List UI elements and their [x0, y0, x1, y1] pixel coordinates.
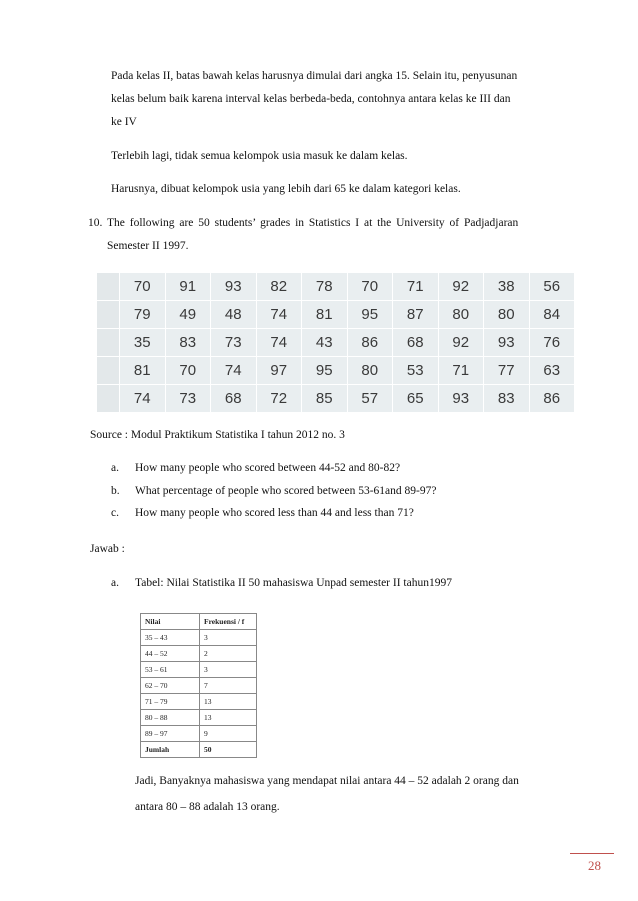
row-spacer [97, 301, 120, 329]
grade-cell: 63 [529, 357, 575, 385]
column-header: Frekuensi / f [200, 614, 257, 630]
class-interval-cell: 44 – 52 [141, 646, 200, 662]
grades-row [97, 273, 575, 301]
page-number-rule [570, 853, 614, 854]
class-interval-cell: 53 – 61 [141, 662, 200, 678]
grade-cell: 85 [302, 385, 348, 413]
frequency-row [141, 662, 257, 678]
frequency-row [141, 694, 257, 710]
total-value: 50 [200, 742, 257, 758]
column-header: Nilai [141, 614, 200, 630]
paragraph: Terlebih lagi, tidak semua kelompok usia masuk ke dalam kelas. [111, 150, 408, 162]
paragraph-line: kelas belum baik karena interval kelas berbeda-beda, contohnya antara kelas ke III dan [111, 93, 511, 105]
grades-row [97, 329, 575, 357]
answer-heading: Jawab : [90, 543, 125, 555]
grade-cell: 74 [120, 385, 166, 413]
frequency-cell: 13 [200, 694, 257, 710]
grade-cell: 95 [302, 357, 348, 385]
grade-cell: 57 [347, 385, 393, 413]
grade-cell: 53 [393, 357, 439, 385]
grade-cell: 74 [256, 301, 302, 329]
frequency-row [141, 630, 257, 646]
grade-cell: 43 [302, 329, 348, 357]
grade-cell: 65 [393, 385, 439, 413]
page-number: 28 [588, 858, 601, 873]
source-note: Source : Modul Praktikum Statistika I tahun 2012 no. 3 [90, 429, 345, 441]
grade-cell: 74 [211, 357, 257, 385]
grade-cell: 87 [393, 301, 439, 329]
grade-cell: 78 [302, 273, 348, 301]
subquestion-text: What percentage of people who scored between 53-61and 89-97? [135, 485, 437, 497]
grade-cell: 82 [256, 273, 302, 301]
frequency-row [141, 678, 257, 694]
grade-cell: 93 [438, 385, 484, 413]
subquestion-letter: b. [111, 485, 120, 497]
grade-cell: 73 [211, 329, 257, 357]
frequency-cell: 9 [200, 726, 257, 742]
total-row [141, 742, 257, 758]
class-interval-cell: 35 – 43 [141, 630, 200, 646]
grade-cell: 93 [484, 329, 530, 357]
class-interval-cell: 71 – 79 [141, 694, 200, 710]
subquestion-text: How many people who scored between 44-52 and 80-82? [135, 462, 401, 474]
table-caption: Tabel: Nilai Statistika II 50 mahasiswa Unpad semester II tahun1997 [135, 577, 452, 589]
grade-cell: 92 [438, 329, 484, 357]
grade-cell: 92 [438, 273, 484, 301]
grade-cell: 38 [484, 273, 530, 301]
grade-cell: 80 [438, 301, 484, 329]
subquestion-text: How many people who scored less than 44 and less than 71? [135, 507, 414, 519]
grade-cell: 68 [393, 329, 439, 357]
grade-cell: 93 [211, 273, 257, 301]
grade-cell: 71 [393, 273, 439, 301]
grade-cell: 70 [120, 273, 166, 301]
grade-cell: 68 [211, 385, 257, 413]
grade-cell: 86 [347, 329, 393, 357]
frequency-cell: 3 [200, 662, 257, 678]
subquestion-letter: a. [111, 462, 119, 474]
grades-row [97, 301, 575, 329]
grades-table [97, 273, 575, 413]
row-spacer [97, 385, 120, 413]
row-spacer [97, 357, 120, 385]
grade-cell: 49 [165, 301, 211, 329]
grade-cell: 91 [165, 273, 211, 301]
grade-cell: 70 [165, 357, 211, 385]
row-spacer [97, 329, 120, 357]
paragraph: Harusnya, dibuat kelompok usia yang lebih dari 65 ke dalam kategori kelas. [111, 183, 461, 195]
subquestion-letter: c. [111, 507, 119, 519]
frequency-row [141, 726, 257, 742]
frequency-row [141, 710, 257, 726]
grade-cell: 79 [120, 301, 166, 329]
frequency-table [140, 613, 257, 758]
grade-cell: 81 [120, 357, 166, 385]
frequency-row [141, 646, 257, 662]
grades-row [97, 385, 575, 413]
grade-cell: 71 [438, 357, 484, 385]
grade-cell: 76 [529, 329, 575, 357]
class-interval-cell: 62 – 70 [141, 678, 200, 694]
grade-cell: 35 [120, 329, 166, 357]
conclusion-line: antara 80 – 88 adalah 13 orang. [135, 801, 280, 813]
paragraph-line: ke IV [111, 116, 137, 128]
frequency-cell: 7 [200, 678, 257, 694]
grade-cell: 48 [211, 301, 257, 329]
grade-cell: 97 [256, 357, 302, 385]
grade-cell: 70 [347, 273, 393, 301]
grade-cell: 72 [256, 385, 302, 413]
grade-cell: 80 [484, 301, 530, 329]
grade-cell: 73 [165, 385, 211, 413]
grade-cell: 80 [347, 357, 393, 385]
total-label: Jumlah [141, 742, 200, 758]
grade-cell: 81 [302, 301, 348, 329]
question-text: Semester II 1997. [107, 240, 189, 252]
grade-cell: 86 [529, 385, 575, 413]
conclusion-line: Jadi, Banyaknya mahasiswa yang mendapat nilai antara 44 – 52 adalah 2 orang dan [135, 775, 519, 787]
class-interval-cell: 89 – 97 [141, 726, 200, 742]
grade-cell: 83 [484, 385, 530, 413]
question-text: The following are 50 students’ grades in Statistics I at the University of Padjadjaran [107, 217, 519, 229]
class-interval-cell: 80 – 88 [141, 710, 200, 726]
frequency-cell: 3 [200, 630, 257, 646]
question-number: 10. [88, 217, 103, 229]
row-spacer [97, 273, 120, 301]
grades-row [97, 357, 575, 385]
frequency-cell: 2 [200, 646, 257, 662]
paragraph-line: Pada kelas II, batas bawah kelas harusnya dimulai dari angka 15. Selain itu, penyusunan [111, 70, 518, 82]
answer-letter: a. [111, 577, 119, 589]
grade-cell: 84 [529, 301, 575, 329]
grade-cell: 77 [484, 357, 530, 385]
frequency-cell: 13 [200, 710, 257, 726]
grade-cell: 83 [165, 329, 211, 357]
grade-cell: 95 [347, 301, 393, 329]
grade-cell: 56 [529, 273, 575, 301]
grade-cell: 74 [256, 329, 302, 357]
